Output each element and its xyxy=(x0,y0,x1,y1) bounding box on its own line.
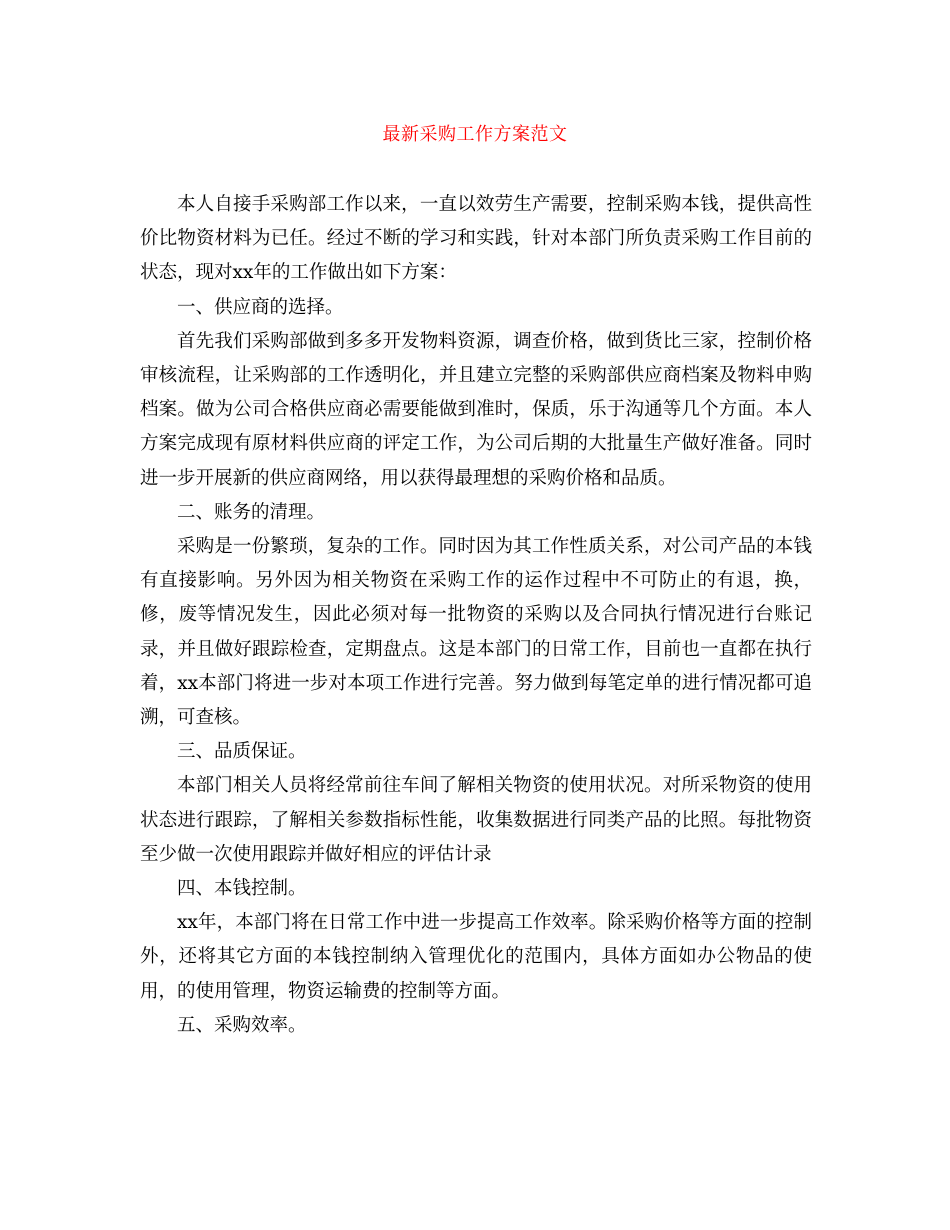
section-heading-1: 一、供应商的选择。 xyxy=(177,296,344,318)
document-title: 最新采购工作方案范文 xyxy=(382,124,568,145)
section-heading-2: 二、账务的清理。 xyxy=(177,501,326,523)
section-heading-5: 五、采购效率。 xyxy=(177,1014,307,1036)
section-heading-4: 四、本钱控制。 xyxy=(177,878,307,900)
paragraph-intro: 本人自接手采购部工作以来，一直以效劳生产需要，控制采购本钱，提供高性价比物资材料为已任。经过不断的学习和实践，针对本部门所负责采购工作目前的状态，现对xx年的工作做出如下方案： xyxy=(140,194,812,284)
document-body xyxy=(140,188,812,1043)
paragraph-accounts: 采购是一份繁琐，复杂的工作。同时因为其工作性质关系，对公司产品的本钱有直接影响。另外因为相关物资在采购工作的运作过程中不可防止的有退，换，修，废等情况发生，因此必须对每一批物资的采购以及合同执行情况进行台账记录，并且做好跟踪检查，定期盘点。这是本部门的日常工作，目前也一直都在执行着，xx本部门将进一步对本项工作进行完善。努力做到每笔定单的进行情况都可追溯，可查核。 xyxy=(140,536,812,729)
paragraph-quality: 本部门相关人员将经常前往车间了解相关物资的使用状况。对所采物资的使用状态进行跟踪，了解相关参数指标性能，收集数据进行同类产品的比照。每批物资至少做一次使用跟踪并做好相应的评估计录 xyxy=(140,775,812,865)
paragraph-suppliers: 首先我们采购部做到多多开发物料资源，调查价格，做到货比三家，控制价格审核流程，让采购部的工作透明化，并且建立完整的采购部供应商档案及物料申购档案。做为公司合格供应商必需要能做到准时，保质，乐于沟通等几个方面。本人方案完成现有原材料供应商的评定工作，为公司后期的大批量生产做好准备。同时进一步开展新的供应商网络，用以获得最理想的采购价格和品质。 xyxy=(140,330,812,489)
paragraph-cost: xx年，本部门将在日常工作中进一步提高工作效率。除采购价格等方面的控制外，还将其它方面的本钱控制纳入管理优化的范围内，具体方面如办公物品的使用，的使用管理，物资运输费的控制等方面。 xyxy=(140,912,812,1002)
section-heading-3: 三、品质保证。 xyxy=(177,741,307,763)
